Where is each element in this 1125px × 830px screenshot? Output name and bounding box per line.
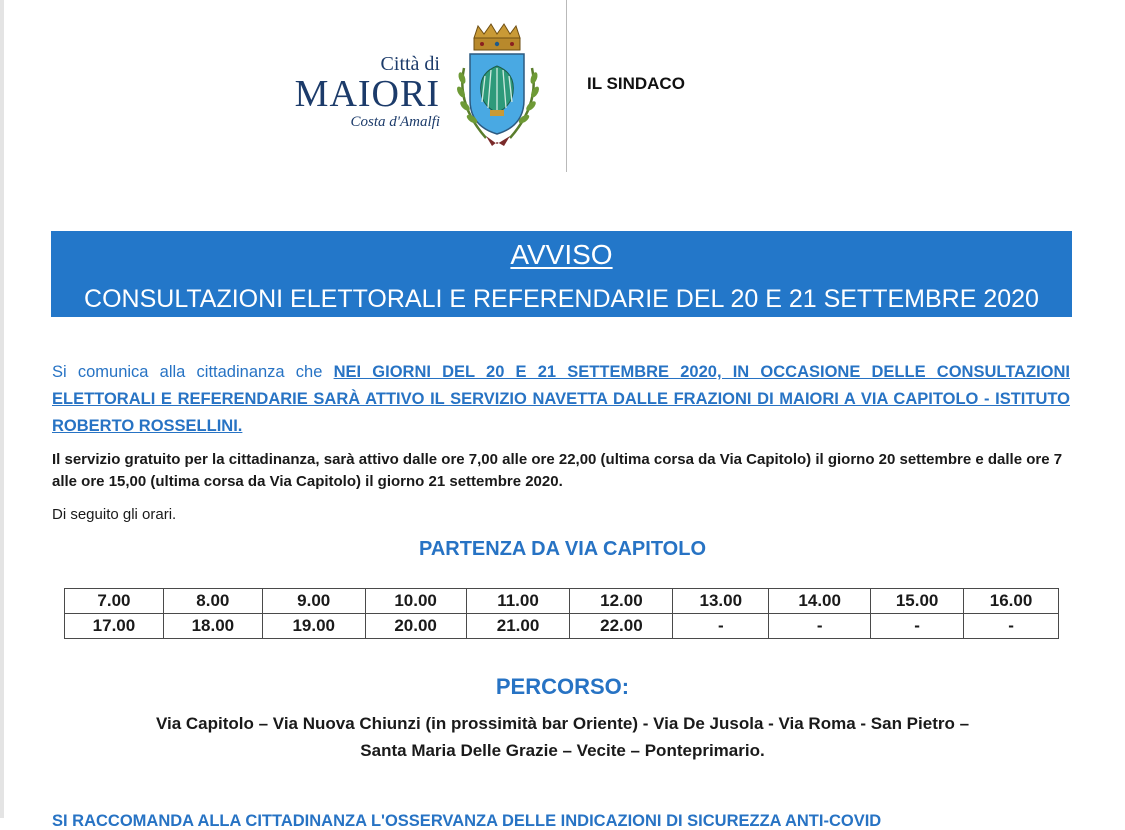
departure-time-cell: 8.00 <box>163 589 262 614</box>
intro-paragraph <box>52 359 1070 440</box>
logo-region: Costa d'Amalfi <box>350 114 440 130</box>
departure-time-cell: 13.00 <box>673 589 769 614</box>
intro-plain-text: Si comunica alla cittadinanza che <box>52 363 334 381</box>
departure-time-cell: 16.00 <box>964 589 1059 614</box>
intro-highlight-text: NEI GIORNI DEL 20 E 21 SETTEMBRE 2020, IN OCCASIONE DELLE CONSULTAZIONI ELETTORALI E REFERENDARIE SARÀ ATTIVO IL SERVIZIO NAVETTA DALLE FRAZIONI DI MAIORI A VIA CAPITOLO - ISTITUTO ROBERTO ROSSELLINI. <box>52 363 1070 435</box>
departure-time-cell: 18.00 <box>163 614 262 639</box>
table-row <box>65 589 1059 614</box>
route-description <box>0 710 1125 764</box>
departure-time-cell: 21.00 <box>466 614 570 639</box>
departure-time-cell: 9.00 <box>262 589 365 614</box>
departure-time-cell: 11.00 <box>466 589 570 614</box>
departure-time-cell: - <box>964 614 1059 639</box>
table-row <box>65 614 1059 639</box>
departure-time-cell: 22.00 <box>570 614 673 639</box>
departure-time-cell: - <box>673 614 769 639</box>
route-title: PERCORSO: <box>495 674 630 699</box>
schedule-intro: Di seguito gli orari. <box>52 506 177 523</box>
departure-time-cell: 14.00 <box>769 589 871 614</box>
logo-city-prefix: Città di <box>380 53 440 75</box>
departure-time-cell: 15.00 <box>871 589 964 614</box>
departure-time-cell: 10.00 <box>365 589 466 614</box>
coat-of-arms-icon <box>452 22 544 150</box>
departure-time-cell: 19.00 <box>262 614 365 639</box>
city-logo-text <box>290 52 440 132</box>
logo-city-name: MAIORI <box>294 73 440 115</box>
notice-banner <box>51 231 1072 317</box>
departure-time-cell: 12.00 <box>570 589 673 614</box>
header-divider <box>566 0 567 172</box>
route-line: Via Capitolo – Via Nuova Chiunzi (in prossimità bar Oriente) - Via De Jusola - Via Roma - San Pietro – <box>155 714 970 733</box>
departure-time-cell: 7.00 <box>65 589 164 614</box>
schedule-title: PARTENZA DA VIA CAPITOLO <box>418 538 707 560</box>
departure-time-cell: - <box>871 614 964 639</box>
service-hours-paragraph: Il servizio gratuito per la cittadinanza, sarà attivo dalle ore 7,00 alle ore 22,00 (ultima corsa da Via Capitolo) il giorno 20 settembre e dalle ore 7 alle ore 15,00 (ultima corsa da Via Capitolo) il giorno 21 settembre 2020. <box>52 451 1063 490</box>
truncated-footer-line <box>52 806 1070 830</box>
departure-time-cell: 20.00 <box>365 614 466 639</box>
route-line: Santa Maria Delle Grazie – Vecite – Ponteprimario. <box>360 741 765 760</box>
office-title: IL SINDACO <box>587 74 685 93</box>
letterhead <box>0 0 1103 175</box>
departure-table <box>64 588 1059 639</box>
departure-time-cell: 17.00 <box>65 614 164 639</box>
notice-subtitle: CONSULTAZIONI ELETTORALI E REFERENDARIE DEL 20 E 21 SETTEMBRE 2020 <box>84 285 1039 313</box>
departure-time-cell: - <box>769 614 871 639</box>
truncated-footer-text: SI RACCOMANDA ALLA CITTADINANZA L'OSSERVANZA DELLE INDICAZIONI DI SICUREZZA ANTI-COVID <box>52 812 882 830</box>
notice-title: AVVISO <box>510 239 613 270</box>
